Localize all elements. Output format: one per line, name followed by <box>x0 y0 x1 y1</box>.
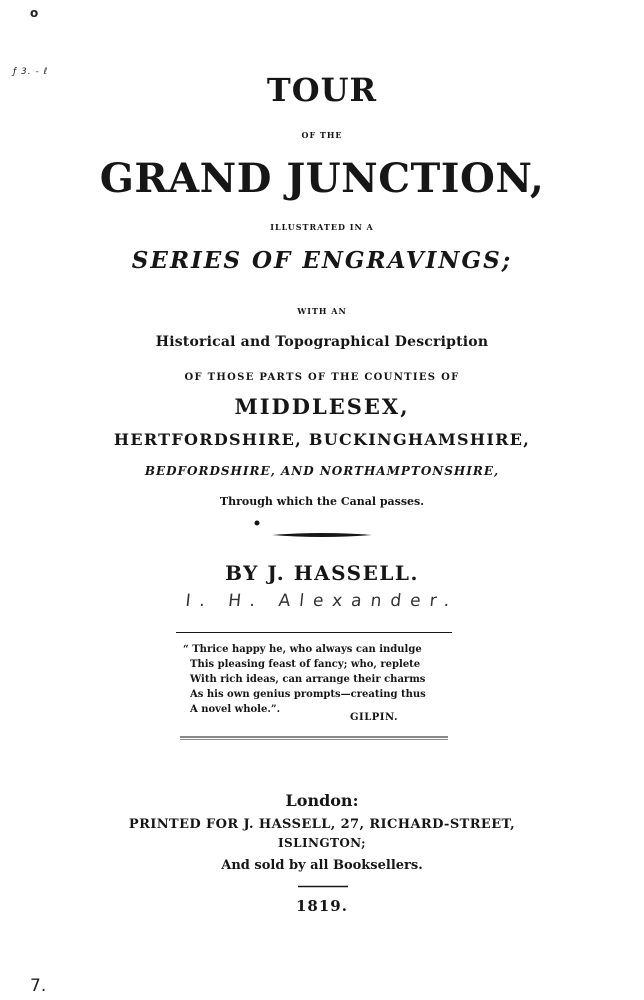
subtitle-illustrated: ILLUSTRATED IN A <box>270 222 374 232</box>
subtitle-with-an: WITH AN <box>297 306 347 316</box>
title-tour: TOUR <box>266 71 378 109</box>
epigraph-bottom-rule <box>180 736 448 741</box>
imprint-rule <box>298 885 348 888</box>
epigraph-attribution: GILPIN. <box>350 712 398 723</box>
epigraph-line: With rich ideas, can arrange their charms <box>190 674 426 685</box>
imprint-printer: PRINTED FOR J. HASSELL, 27, RICHARD-STREET, <box>128 817 516 832</box>
county-herts-bucks: HERTFORDSHIRE, BUCKINGHAMSHIRE, <box>113 430 531 449</box>
epigraph-line: A novel whole.”. <box>190 704 281 715</box>
ink-dot <box>254 520 260 526</box>
shelf-mark: ƒ 3. - ℓ <box>13 67 49 77</box>
owner-signature: I. H. Alexander. <box>184 591 460 611</box>
subtitle-counties: OF THOSE PARTS OF THE COUNTIES OF <box>184 372 460 383</box>
title-of-the: OF THE <box>301 130 343 140</box>
canal-note: Through which the Canal passes. <box>219 495 425 508</box>
swelled-rule <box>272 531 372 539</box>
imprint-year: 1819. <box>296 897 348 915</box>
title-grand-junction: GRAND JUNCTION, <box>99 155 545 202</box>
imprint-islington: ISLINGTON; <box>278 836 366 850</box>
page-mark: 7. <box>30 976 47 996</box>
epigraph-top-rule <box>176 631 452 634</box>
subtitle-description: Historical and Topographical Description <box>155 334 489 350</box>
epigraph-line: “ Thrice happy he, who always can indulge <box>183 644 422 655</box>
epigraph-line: This pleasing feast of fancy; who, replete <box>190 659 421 670</box>
county-beds-northants: BEDFORDSHIRE, AND NORTHAMPTONSHIRE, <box>144 464 500 478</box>
imprint-sold-by: And sold by all Booksellers. <box>221 858 423 873</box>
imprint-city: London: <box>285 791 359 810</box>
epigraph-line: As his own genius prompts—creating thus <box>190 689 426 700</box>
author-line: BY J. HASSELL. <box>225 561 419 585</box>
subtitle-series: SERIES OF ENGRAVINGS; <box>131 247 513 274</box>
county-middlesex: MIDDLESEX, <box>234 394 410 419</box>
corner-mark: o <box>30 6 39 20</box>
epigraph <box>183 642 453 717</box>
